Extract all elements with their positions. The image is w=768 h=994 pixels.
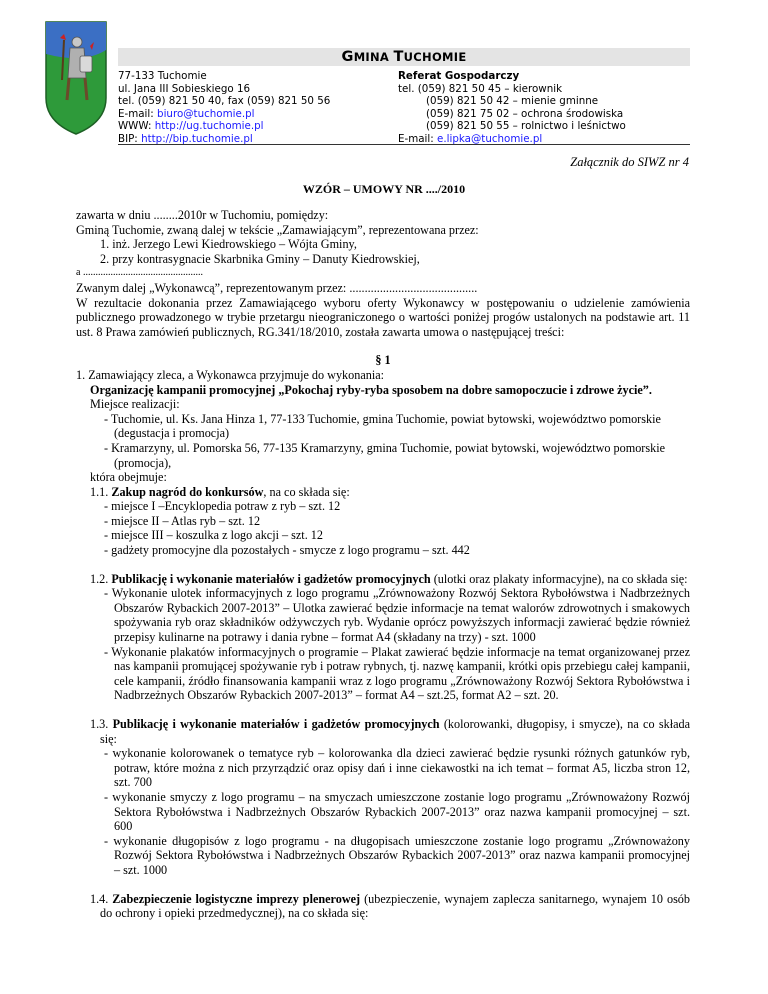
email-link[interactable]: biuro@tuchomie.pl <box>157 107 255 120</box>
www-link[interactable]: http://ug.tuchomie.pl <box>154 120 264 133</box>
representative-2: 2. przy kontrasygnacie Skarbnika Gminy – Danuty Kiedrowskiej, <box>100 251 420 266</box>
item-1-1-heading: 1.1. Zakup nagród do konkursów, na co składa się: <box>90 484 350 499</box>
department-phone-4: (059) 821 50 55 – rolnictwo i leśnictwo <box>426 120 626 133</box>
department-phone-1: tel. (059) 821 50 45 – kierownik <box>398 82 563 95</box>
item-1-3-heading: 1.3. Publikację i wykonanie materiałów i gadżetów promocyjnych (kolorowanki, długopisy, i smycze), na co składa się: <box>90 717 690 746</box>
email-line: E-mail: biuro@tuchomie.pl <box>118 107 255 120</box>
coloring-books-description: - wykonanie kolorowanek o tematyce ryb – kolorowanka dla dzieci zawierać będzie rysunki różnych gatunków ryb, potraw, które można z nich przyrządzić oraz opisy dań i inne ciekawostki na ich temat – format A5, liczba stron 12, szt. 700 <box>104 746 690 790</box>
covers-label: która obejmuje: <box>90 470 167 485</box>
prize-2: - miejsce II – Atlas ryb – szt. 12 <box>104 513 261 528</box>
clause-1-intro: 1. Zamawiający zleca, a Wykonawca przyjmuje do wykonania: <box>76 367 385 382</box>
department-contact-block <box>398 70 626 146</box>
pens-description: - wykonanie długopisów z logo programu - na długopisach umieszczone zostanie logo programu „Zrównoważony Rozwój Sektora Rybołówstwa i Nadbrzeżnych Obszarów Rybackich 2007-2013” oraz nazwa kampanii promocyjnej – szt. 1000 <box>104 833 690 877</box>
campaign-name: Organizację kampanii promocyjnej „Pokochaj ryby-ryba sposobem na dobre samopoczucie i zdrowe życie”. <box>90 382 652 397</box>
contractor-line: a ................................................ <box>76 267 203 279</box>
contract-title: WZÓR – UMOWY NR ..../2010 <box>302 182 466 196</box>
department-phone-2: (059) 821 50 42 – mienie gminne <box>426 95 599 108</box>
contract-body <box>76 208 690 921</box>
prize-1: - miejsce I –Encyklopedia potraw z ryb – szt. 12 <box>104 499 341 514</box>
contract-date-line: zawarta w dniu ........2010r w Tuchomiu, pomiędzy: <box>76 208 329 222</box>
municipality-contact-block <box>118 70 330 146</box>
bip-line: BIP: http://bip.tuchomie.pl <box>118 132 253 145</box>
posters-description: - Wykonanie plakatów informacyjnych o programie – Plakat zawierać będzie informacje na temat organizowanej przez nas kampanii promującej spożywanie ryb i potraw rybnych, tj. nazwę kampanii, krótki opis przebiegu całej kampanii, cele kampanii, źródło finansowania kampanii wraz z logo programu „Zrównoważony Rozwój Sektora Rybołówstwa i Nadbrzeżnych Obszarów Rybackich 2007-2013” – format A4 – szt.25, format A2 – szt. 20. <box>104 644 690 703</box>
department-title: Referat Gospodarczy <box>398 70 520 82</box>
representative-1: 1. inż. Jerzego Lewi Kiedrowskiego – Wójta Gminy, <box>100 237 357 252</box>
prize-3: - miejsce III – koszulka z logo akcji – szt. 12 <box>104 528 323 543</box>
item-1-4-heading: 1.4. Zabezpieczenie logistyczne imprezy plenerowej (ubezpieczenie, wynajem zaplecza sanitarnego, wynajem 10 osób do ochrony i opieki przedmedycznej), na co składa się: <box>90 891 690 921</box>
section-number: § 1 <box>375 353 391 368</box>
department-phone-3: (059) 821 75 02 – ochrona środowiska <box>426 107 624 120</box>
place-tuchomie: - Tuchomie, ul. Ks. Jana Hinza 1, 77-133 Tuchomie, gmina Tuchomie, powiat bytowski, województwo pomorskie (degustacja i promocja) <box>104 411 661 441</box>
item-1-2-heading: 1.2. Publikację i wykonanie materiałów i gadżetów promocyjnych (ulotki oraz plakaty informacyjne), na co składa się: <box>90 571 688 586</box>
header-divider <box>118 144 690 145</box>
attachment-label: Załącznik do SIWZ nr 4 <box>570 155 689 169</box>
bip-link[interactable]: http://bip.tuchomie.pl <box>141 132 253 145</box>
ordering-party-line: Gminą Tuchomie, zwaną dalej w tekście „Zamawiającym”, reprezentowana przez: <box>76 222 479 237</box>
tuchomie-coat-of-arms-icon <box>44 20 108 136</box>
www-line: WWW: http://ug.tuchomie.pl <box>118 120 264 133</box>
place-kramarzyny: - Kramarzyny, ul. Pomorska 56, 77-135 Kramarzyny, gmina Tuchomie, powiat bytowski, województwo pomorskie (promocja), <box>104 440 665 470</box>
postal-code-line: 77-133 Tuchomie <box>118 70 207 82</box>
lanyards-description: - wykonanie smyczy z logo programu – na smyczach umieszczone zostanie logo programu „Zrównoważony Rozwój Sektora Rybołówstwa i Nadbrzeżnych Obszarów Rybackich 2007-2013” oraz nazwa kampanii promocyjnej – szt. 600 <box>104 789 690 834</box>
leaflets-description: - Wykonanie ulotek informacyjnych z logo programu „Zrównoważony Rozwój Sektora Rybołówstwa i Nadbrzeżnych Obszarów Rybackich 2007-2013” – Ulotka zawierać będzie informacje na temat walorów zdrowotnych i smakowych spożywania ryb oraz składników odżywczych ryb. Wydanie oprócz powyższych informacji zawierać będzie również przepisy kulinarne na potrawy i dania rybne – format A4 (składany na trzy) - szt. 1000 <box>104 586 690 645</box>
phone-fax-line: tel. (059) 821 50 40, fax (059) 821 50 56 <box>118 95 331 108</box>
prize-other: - gadżety promocyjne dla pozostałych - smycze z logo programu – szt. 442 <box>104 543 470 558</box>
contractor-representative-line: Zwanym dalej „Wykonawcą”, reprezentowanym przez: .......................................... <box>76 280 478 295</box>
contract-preamble: W rezultacie dokonania przez Zamawiającego wyboru oferty Wykonawcy w postępowaniu o udzielenie zamówienia publicznego prowadzonego w trybie przetargu nieograniczonego o wartości poniżej progów ustalonych na podstawie art. 11 ust. 8 Prawa zamówień publicznych, RG.341/18/2010, została zawarta umowa o następującej treści: <box>76 295 690 339</box>
department-email-line: E-mail: e.lipka@tuchomie.pl <box>398 132 543 145</box>
street-line: ul. Jana III Sobieskiego 16 <box>118 82 251 95</box>
department-email-link[interactable]: e.lipka@tuchomie.pl <box>437 132 543 145</box>
place-label: Miejsce realizacji: <box>90 397 180 412</box>
municipality-header-title: GMINA TUCHOMIE <box>118 48 690 66</box>
